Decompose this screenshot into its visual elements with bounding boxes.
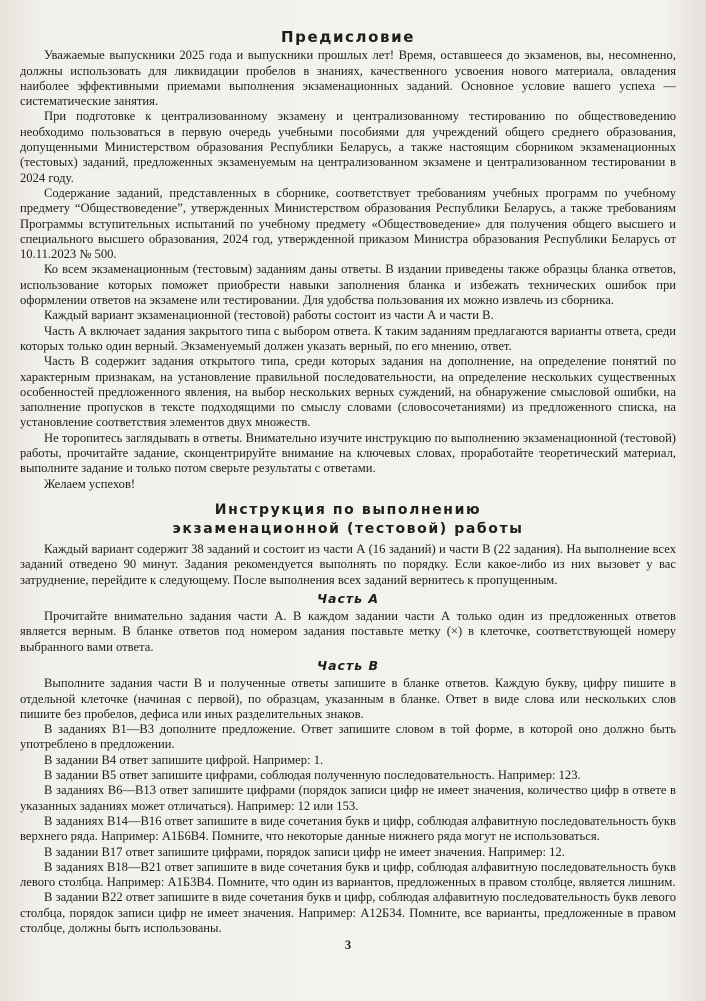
part-b-paragraph: Выполните задания части В и полученные ответы запишите в бланке ответов. Каждую букву, цифру пишите в отдельной клеточке (начиная с первой), по образцам, указанным в бланке. Ответ в виде слова или нескольких слов пишите без пробелов, дефиса или иных разделительных знаков.: [20, 676, 676, 721]
preface-paragraph: Каждый вариант экзаменационной (тестовой) работы состоит из части А и части В.: [44, 308, 494, 323]
preface-paragraph: Ко всем экзаменационным (тестовым) заданиям даны ответы. В издании приведены также образцы бланка ответов, использование которых поможет приобрести навыки заполнения бланка и избежать технических ошибок при оформлении ответов на экзамене или тестировании. Для удобства пользования их можно извлечь из сборника.: [20, 262, 676, 308]
preface-closing: Желаем успехов!: [44, 476, 136, 491]
instruction-title-line-2: экзаменационной (тестовой) работы: [172, 520, 524, 537]
preface-paragraph: Уважаемые выпускники 2025 года и выпускники прошлых лет! Время, оставшееся до экзаменов, вы, несомненно, должны использовать для ликвидации пробелов в знаниях, качественного усвоения нового материала, овладения наиболее эффективными приемами выполнения экзаменационных заданий. Основное условие вашего успеха — систематические занятия.: [20, 48, 676, 109]
preface-paragraph: При подготовке к централизованному экзамену и централизованному тестированию по обществоведению необходимо пользоваться в первую очередь учебными пособиями для учреждений общего среднего образования, допущенными Министерством образования Республики Беларусь, а также настоящим сборником экзаменационных (тестовых) заданий, предложенных экзаменуемым на централизованном экзамене и централизованном тестировании в 2024 году.: [20, 109, 676, 185]
preface-title: Предисловие: [280, 28, 416, 46]
preface-paragraph: Не торопитесь заглядывать в ответы. Внимательно изучите инструкцию по выполнению экзаменационной (тестовой) работы, прочитайте задание, сконцентрируйте внимание на ключевых словах, проработайте теоретический материал, выполните задание и только потом сверьте результаты с ответами.: [20, 430, 676, 476]
preface-paragraph: Содержание заданий, представленных в сборнике, соответствует требованиям учебных программ по учебному предмету “Обществоведение”, утвержденных Министерством образования Республики Беларусь, а также требованиям Программы вступительных испытаний по учебному предмету «Обществоведение» для получения общего высшего и специального высшего образования, 2024 год, утвержденной приказом Министра образования Республики Беларусь от 10.11.2023 № 500.: [20, 185, 676, 262]
part-b-paragraph: В заданиях В1—В3 дополните предложение. Ответ запишите словом в той форме, в которой оно должно быть употреблено в предложении.: [20, 722, 676, 752]
part-b-title: Часть В: [317, 657, 379, 673]
preface-paragraph: Часть А включает задания закрытого типа с выбором ответа. К таким заданиям предлагаются варианты ответа, среди которых только один верный. Экзаменуемый должен указать верный, по его мнению, ответ.: [20, 323, 676, 353]
part-b-paragraph: В заданиях В14—В16 ответ запишите в виде сочетания букв и цифр, соблюдая алфавитную последовательность букв верхнего ряда. Например: А1Б6В4. Помните, что некоторые данные нижнего ряда могут не использоваться.: [20, 813, 676, 844]
preface-paragraph: Часть В содержит задания открытого типа, среди которых задания на дополнение, на определение понятий по характерным признакам, на установление правильной последовательности, на определение нескольких существенных особенностей предложенного явления, на выбор нескольких верных суждений, на обнаружение смысловой ошибки, на заполнение пропусков в тексте подходящими по смыслу словами (словосочетаниями) из предложенного списка, на установление соответствия элементов двух множеств.: [20, 354, 676, 430]
part-b-paragraph: В заданиях В18—В21 ответ запишите в виде сочетания букв и цифр, соблюдая алфавитную последовательность букв левого столбца. Например: А1Б3В4. Помните, что один из вариантов, предложенных в правом столбце, является лишним.: [20, 859, 676, 890]
part-b-paragraph: В задании В5 ответ запишите цифрами, соблюдая полученную последовательность. Например: 123.: [44, 768, 581, 783]
part-b-paragraph: В задании В4 ответ запишите цифрой. Например: 1.: [44, 752, 324, 767]
page-number: 3: [344, 938, 352, 952]
part-a-title: Часть А: [316, 590, 380, 606]
instruction-title-line-1: Инструкция по выполнению: [214, 501, 482, 518]
page-content: [20, 30, 676, 936]
part-b-paragraph: В задании В17 ответ запишите цифрами, порядок записи цифр не имеет значения. Например: 12.: [44, 844, 565, 859]
part-b-paragraph: В заданиях В6—В13 ответ запишите цифрами (порядок записи цифр не имеет значения, количество цифр в ответе в указанных заданиях может отличаться). Например: 12 или 153.: [20, 783, 676, 813]
instruction-intro: Каждый вариант содержит 38 заданий и состоит из части А (16 заданий) и части В (22 задания). На выполнение всех заданий отведено 90 минут. Задания рекомендуется выполнять по порядку. Если какое-либо из них вызовет у вас затруднение, перейдите к следующему. После выполнения всех заданий вернитесь к пропущенным.: [20, 541, 676, 587]
part-b-paragraph: В задании В22 ответ запишите в виде сочетания букв и цифр, соблюдая алфавитную последовательность букв левого столбца, порядок записи цифр не имеет значения. Например: А12Б34. Помните, все варианты, предложенные в правом столбце, должны быть использованы.: [20, 890, 676, 936]
part-a-text: Прочитайте внимательно задания части А. В каждом задании части А только один из предложенных ответов является верным. В бланке ответов под номером задания поставьте метку (×) в клеточке, соответствующей номеру выбранного вами ответа.: [20, 609, 676, 654]
